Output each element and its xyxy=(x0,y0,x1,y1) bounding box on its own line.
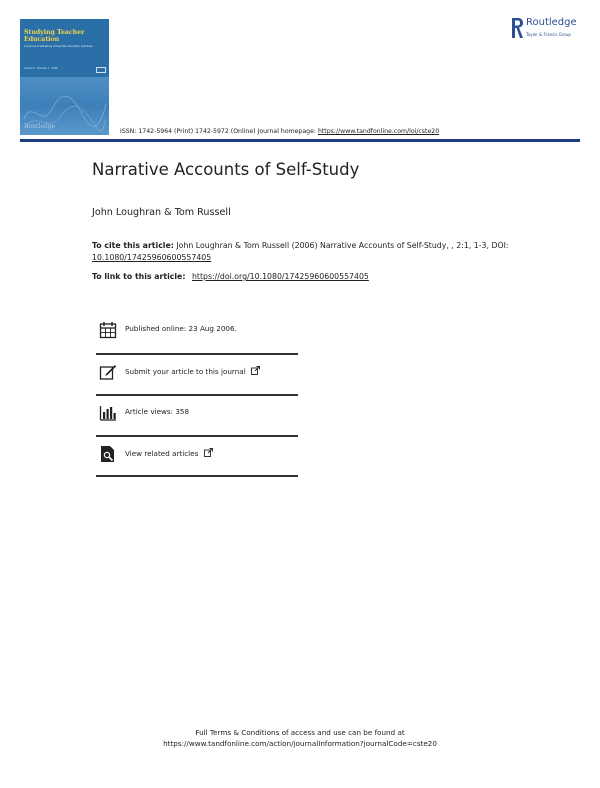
related-articles-text: View related articles xyxy=(125,449,199,458)
article-doi-url-link[interactable]: https://doi.org/10.1080/17425960600557405 xyxy=(191,272,369,281)
routledge-r-icon xyxy=(511,17,524,39)
publisher-logo[interactable] xyxy=(511,17,583,41)
doi-link[interactable]: 10.1080/17425960600557405 xyxy=(92,252,212,262)
bar-chart-icon xyxy=(99,404,117,422)
article-views-text: Article views: 358 xyxy=(125,407,190,416)
link-label: To link to this article: xyxy=(92,272,186,281)
publisher-tagline: Taylor & Francis Group xyxy=(526,32,571,37)
journal-cover-image xyxy=(20,19,109,135)
issn-text: ISSN: 1742-5964 (Print) 1742-5972 (Online) Journal homepage: xyxy=(120,128,316,135)
divider xyxy=(96,475,298,477)
related-articles-link[interactable] xyxy=(125,448,213,458)
terms-footer xyxy=(0,727,600,749)
terms-url-link[interactable]: https://www.tandfonline.com/action/journalInformation?journalCode=cste20 xyxy=(163,739,437,748)
footer-line-1: Full Terms & Conditions of access and use can be found at xyxy=(195,728,405,737)
cover-subtitle: A journal of self-study of teacher education practices xyxy=(24,45,93,48)
article-views-row xyxy=(96,396,298,436)
journal-homepage-link[interactable]: https://www.tandfonline.com/loi/cste20 xyxy=(317,128,440,135)
submit-article-text: Submit your article to this journal xyxy=(125,367,246,376)
cover-volume: Volume 2 · Number 1 · 2006 xyxy=(24,67,58,70)
submit-article-row[interactable] xyxy=(96,355,298,395)
cover-title: Studying Teacher Education xyxy=(24,29,85,44)
cite-label: To cite this article: xyxy=(92,241,174,250)
citation-block xyxy=(92,240,512,263)
related-articles-row[interactable] xyxy=(96,437,298,477)
calendar-icon xyxy=(99,321,117,339)
external-link-icon xyxy=(204,448,213,457)
article-title: Narrative Accounts of Self-Study xyxy=(92,160,360,179)
published-online-row xyxy=(96,313,298,353)
publisher-name: Routledge xyxy=(526,17,577,28)
issn-line xyxy=(120,128,439,135)
header-rule xyxy=(20,139,580,142)
search-doc-icon xyxy=(99,445,117,463)
published-online-text: Published online: 23 Aug 2006. xyxy=(125,324,237,333)
article-authors: John Loughran & Tom Russell xyxy=(92,207,231,218)
edit-icon xyxy=(99,363,117,381)
cover-publisher-logo-icon xyxy=(96,67,106,73)
external-link-icon xyxy=(251,366,260,375)
cite-text: John Loughran & Tom Russell (2006) Narrative Accounts of Self-Study, , 2:1, 1-3, DOI: xyxy=(176,241,509,250)
cover-footer-text: Routledge xyxy=(24,123,56,130)
submit-article-link[interactable] xyxy=(125,366,260,376)
article-link-line xyxy=(92,272,369,281)
